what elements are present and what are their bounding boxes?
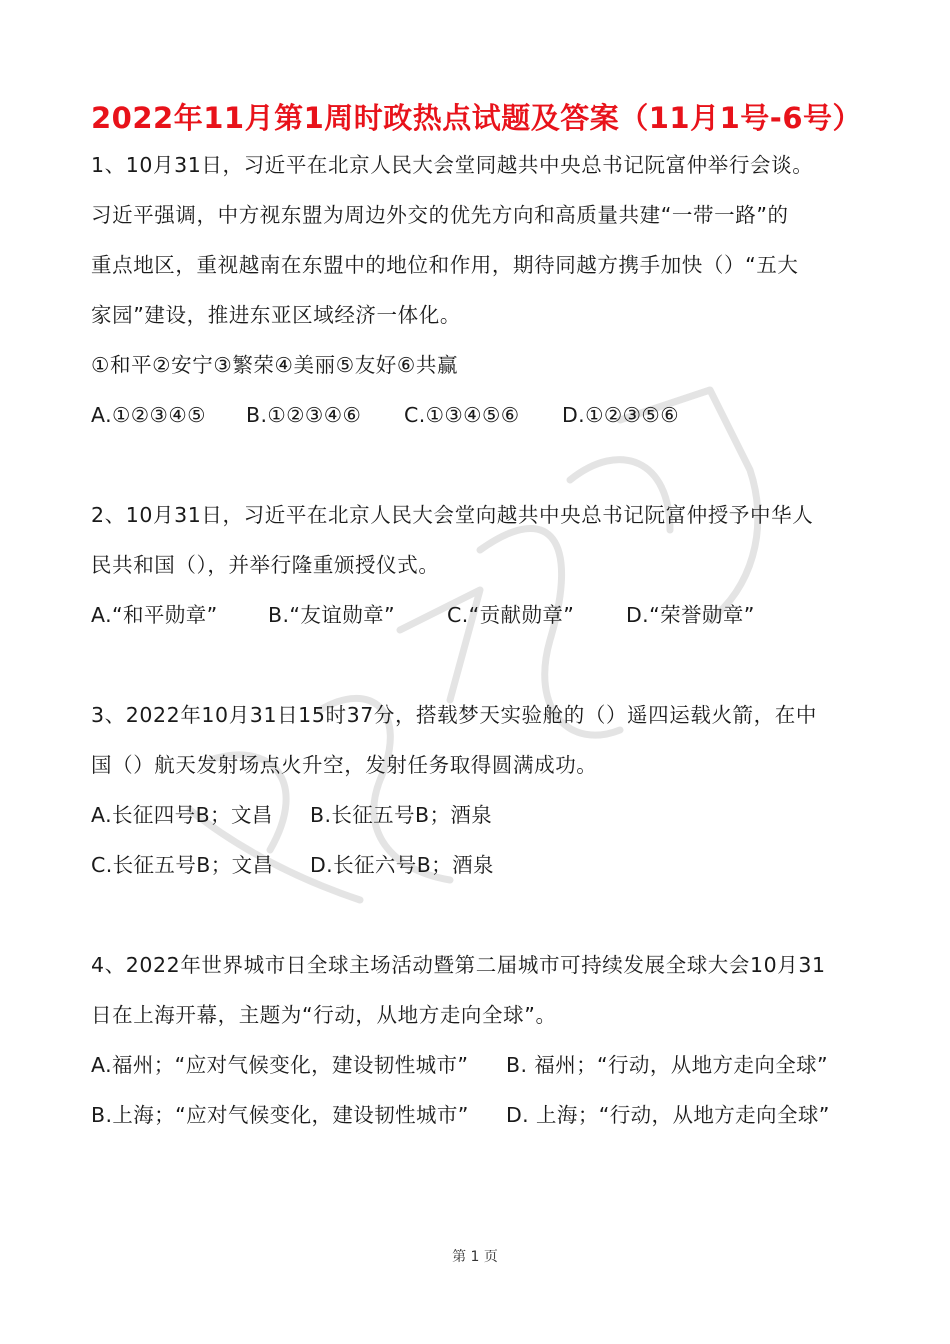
question-2-option-d: D.“荣誉勋章” xyxy=(626,603,755,627)
question-1-option-a: A.①②③④⑤ xyxy=(91,403,206,427)
question-2-option-b: B.“友谊勋章” xyxy=(268,603,396,627)
question-2-line-1: 2、10月31日，习近平在北京人民大会堂向越共中央总书记阮富仲授予中华人 xyxy=(91,503,814,527)
question-1-option-d: D.①②③⑤⑥ xyxy=(562,403,679,427)
question-4-line-2: 日在上海开幕，主题为“行动，从地方走向全球”。 xyxy=(91,1003,557,1027)
question-1-line-1: 1、10月31日，习近平在北京人民大会堂同越共中央总书记阮富仲举行会谈。 xyxy=(91,153,814,177)
question-4-option-d: D. 上海；“行动，从地方走向全球” xyxy=(506,1103,830,1127)
question-1-line-4: 家园”建设，推进东亚区域经济一体化。 xyxy=(91,303,461,327)
question-2-option-c: C.“贡献勋章” xyxy=(447,603,575,627)
question-4-option-a: A.福州；“应对气候变化，建设韧性城市” xyxy=(91,1053,469,1077)
question-1-items: ①和平②安宁③繁荣④美丽⑤友好⑥共赢 xyxy=(91,353,459,377)
question-4-line-1: 4、2022年世界城市日全球主场活动暨第二届城市可持续发展全球大会10月31 xyxy=(91,953,826,977)
question-2-option-a: A.“和平勋章” xyxy=(91,603,218,627)
question-3-option-c: C.长征五号B；文昌 xyxy=(91,853,274,877)
question-3-line-1: 3、2022年10月31日15时37分，搭载梦天实验舱的（）遥四运载火箭，在中 xyxy=(91,703,817,727)
question-3-option-d: D.长征六号B；酒泉 xyxy=(310,853,494,877)
question-2-line-2: 民共和国（），并举行隆重颁授仪式。 xyxy=(91,553,440,577)
question-4-option-b: B. 福州；“行动，从地方走向全球” xyxy=(506,1053,829,1077)
question-3-line-2: 国（）航天发射场点火升空，发射任务取得圆满成功。 xyxy=(91,753,598,777)
question-3-option-a: A.长征四号B；文昌 xyxy=(91,803,273,827)
page-footer: 第 1 页 xyxy=(452,1249,498,1265)
question-1-option-c: C.①③④⑤⑥ xyxy=(404,403,520,427)
page-title: 2022年11月第1周时政热点试题及答案（11月1号-6号） xyxy=(91,101,862,135)
question-3-option-b: B.长征五号B；酒泉 xyxy=(310,803,493,827)
question-1-line-3: 重点地区，重视越南在东盟中的地位和作用，期待同越方携手加快（）“五大 xyxy=(91,253,799,277)
question-1-line-2: 习近平强调，中方视东盟为周边外交的优先方向和高质量共建“一带一路”的 xyxy=(91,203,789,227)
question-4-option-c: B.上海；“应对气候变化，建设韧性城市” xyxy=(91,1103,469,1127)
question-1-option-b: B.①②③④⑥ xyxy=(246,403,362,427)
